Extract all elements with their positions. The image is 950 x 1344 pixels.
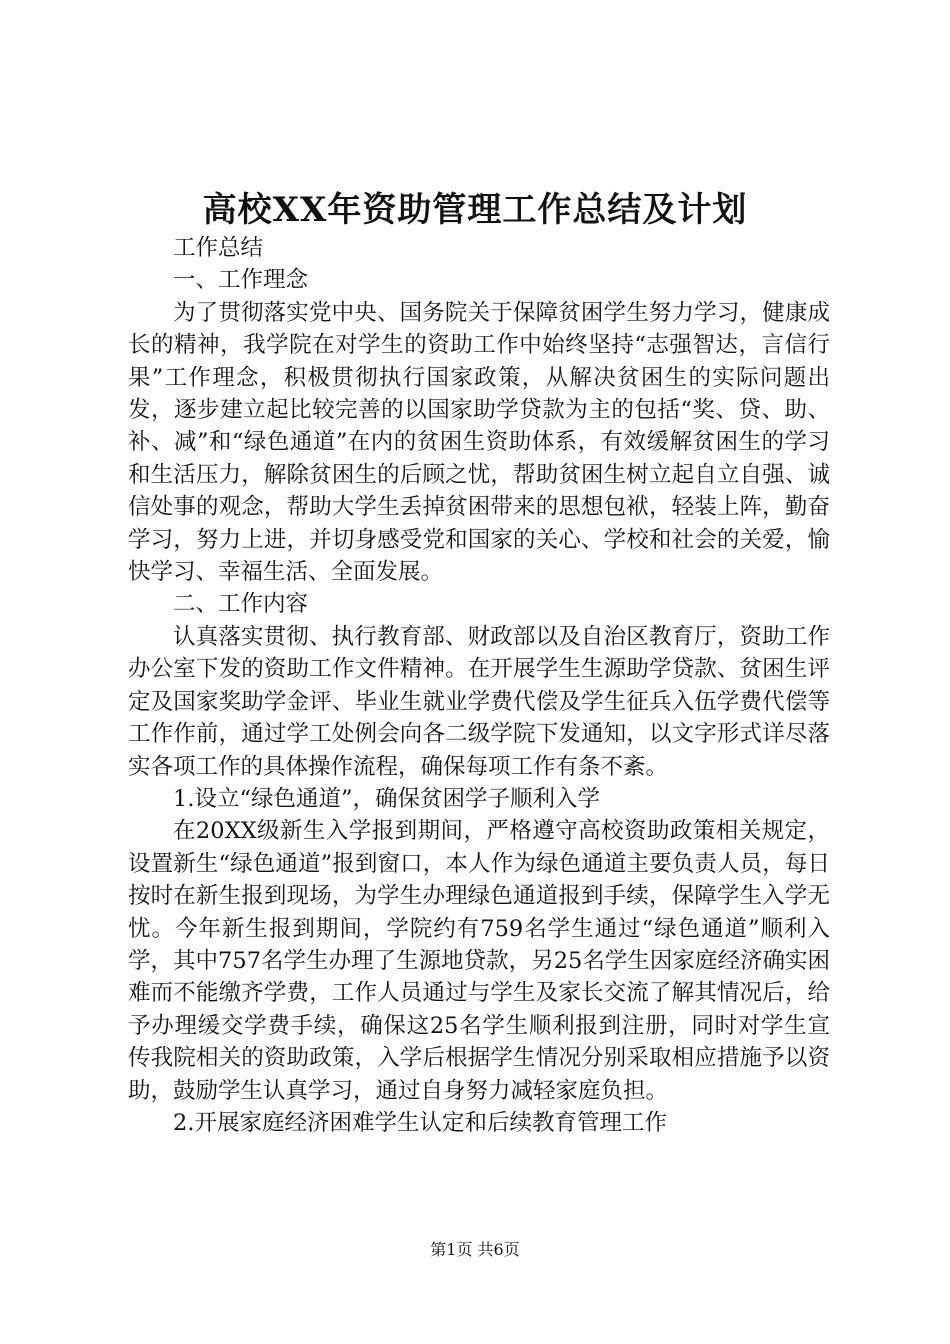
paragraph-content: 认真落实贯彻、执行教育部、财政部以及自治区教育厅，资助工作办公室下发的资助工作文件精神。在开展学生生源助学贷款、贫困生评定及国家奖助学金评、毕业生就业学费代偿及学生征兵入伍学费代偿等工作作前，通过学工处例会向各二级学院下发通知，以文字形式详尽落实各项工作的具体操作流程，确保每项工作有条不紊。 [128, 623, 830, 780]
document-body [128, 232, 830, 1139]
page-number: 第1页 共6页 [430, 1240, 520, 1259]
paragraph-philosophy: 为了贯彻落实党中央、国务院关于保障贫困学生努力学习，健康成长的精神，我学院在对学生的资助工作中始终坚持“志强智达，言信行果”工作理念，积极贯彻执行国家政策，从解决贫困生的实际问题出发，逐步建立起比较完善的以国家助学贷款为主的包括“奖、贷、助、补、减”和“绿色通道”在内的贫困生资助体系，有效缓解贫困生的学习和生活压力，解除贫困生的后顾之忧，帮助贫困生树立起自立自强、诚信处事的观念，帮助大学生丢掉贫困带来的思想包袱，轻装上阵，勤奋学习，努力上进，并切身感受党和国家的关心、学校和社会的关爱，愉快学习、幸福生活、全面发展。 [128, 299, 830, 586]
section-heading-summary: 工作总结 [173, 235, 264, 261]
subheading-green-channel: 1.设立“绿色通道”，确保贫困学子顺利入学 [173, 785, 600, 812]
paragraph-green-channel: 在20XX级新生入学报到期间，严格遵守高校资助政策相关规定，设置新生“绿色通道”报到窗口，本人作为绿色通道主要负责人员，每日按时在新生报到现场，为学生办理绿色通道报到手续，保障学生入学无忧。今年新生报到期间，学院约有759名学生通过“绿色通道”顺利入学，其中757名学生办理了生源地贷款，另25名学生因家庭经济确实困难而不能缴齐学费，工作人员通过与学生及家长交流了解其情况后，给予办理缓交学费手续，确保这25名学生顺利报到注册，同时对学生宣传我院相关的资助政策，入学后根据学生情况分别采取相应措施予以资助，鼓励学生认真学习，通过自身努力减轻家庭负担。 [128, 818, 830, 1104]
subheading-need-assessment: 2.开展家庭经济困难学生认定和后续教育管理工作 [173, 1109, 667, 1136]
section-heading-philosophy: 一、工作理念 [173, 267, 309, 294]
document-title: 高校XX年资助管理工作总结及计划 [202, 190, 748, 230]
section-heading-content: 二、工作内容 [173, 591, 309, 618]
